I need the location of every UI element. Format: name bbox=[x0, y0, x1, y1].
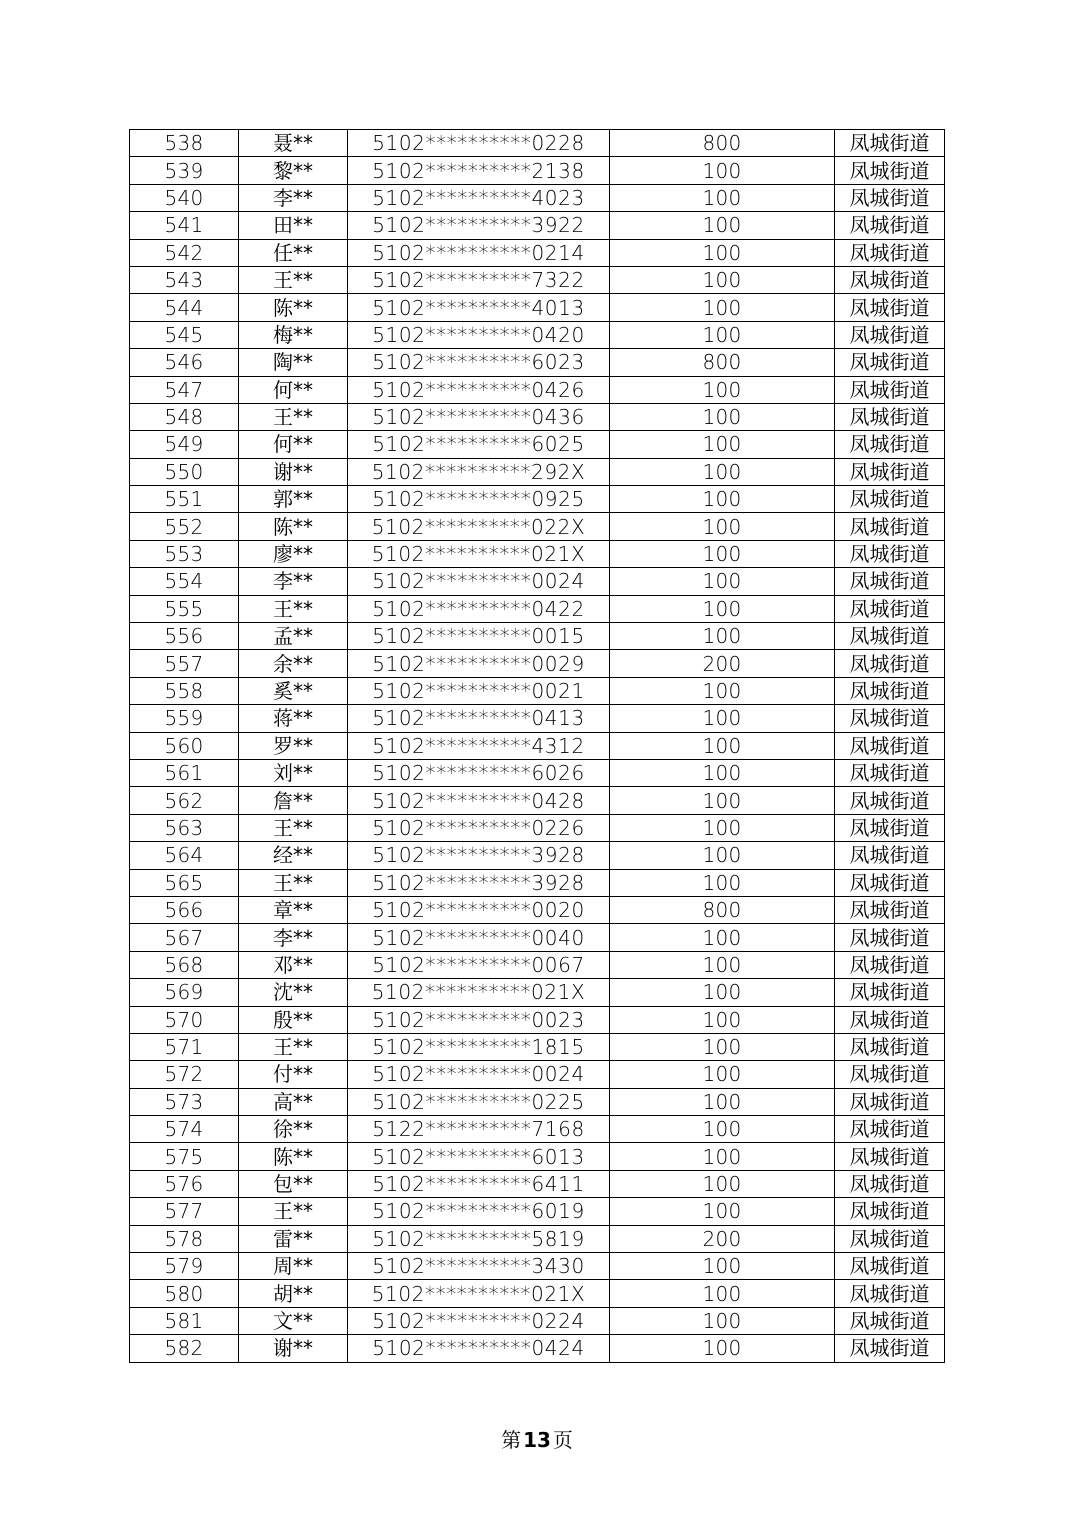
serial-number-cell: 540 bbox=[130, 184, 239, 211]
name-cell: 李** bbox=[239, 924, 348, 951]
name-cell: 黎** bbox=[239, 157, 348, 184]
serial-number-cell: 580 bbox=[130, 1280, 239, 1307]
table-row bbox=[130, 294, 945, 321]
page-footer-suffix: 页 bbox=[552, 1428, 573, 1452]
table-row bbox=[130, 1225, 945, 1252]
table-row bbox=[130, 650, 945, 677]
table-row bbox=[130, 595, 945, 622]
name-cell: 雷** bbox=[239, 1225, 348, 1252]
amount-cell: 100 bbox=[610, 568, 835, 595]
amount-cell: 100 bbox=[610, 1170, 835, 1197]
name-cell: 章** bbox=[239, 896, 348, 923]
id-number-cell: 5102**********3430 bbox=[348, 1253, 610, 1280]
area-cell: 凤城街道 bbox=[835, 184, 945, 211]
table-row bbox=[130, 869, 945, 896]
area-cell: 凤城街道 bbox=[835, 650, 945, 677]
page-footer-prefix: 第 bbox=[501, 1428, 522, 1452]
id-number-cell: 5102**********0015 bbox=[348, 623, 610, 650]
serial-number-cell: 578 bbox=[130, 1225, 239, 1252]
id-number-cell: 5102**********4023 bbox=[348, 184, 610, 211]
table-row bbox=[130, 1143, 945, 1170]
table-row bbox=[130, 568, 945, 595]
name-cell: 陈** bbox=[239, 294, 348, 321]
name-cell: 王** bbox=[239, 595, 348, 622]
id-number-cell: 5102**********0428 bbox=[348, 787, 610, 814]
id-number-cell: 5102**********021X bbox=[348, 1280, 610, 1307]
area-cell: 凤城街道 bbox=[835, 1170, 945, 1197]
amount-cell: 100 bbox=[610, 486, 835, 513]
amount-cell: 100 bbox=[610, 212, 835, 239]
name-cell: 奚** bbox=[239, 677, 348, 704]
amount-cell: 100 bbox=[610, 1198, 835, 1225]
serial-number-cell: 555 bbox=[130, 595, 239, 622]
serial-number-cell: 570 bbox=[130, 1006, 239, 1033]
name-cell: 郭** bbox=[239, 486, 348, 513]
amount-cell: 100 bbox=[610, 1280, 835, 1307]
amount-cell: 100 bbox=[610, 458, 835, 485]
area-cell: 凤城街道 bbox=[835, 294, 945, 321]
id-number-cell: 5102**********0023 bbox=[348, 1006, 610, 1033]
table-row bbox=[130, 1116, 945, 1143]
amount-cell: 100 bbox=[610, 1033, 835, 1060]
serial-number-cell: 556 bbox=[130, 623, 239, 650]
serial-number-cell: 576 bbox=[130, 1170, 239, 1197]
table-row bbox=[130, 1170, 945, 1197]
serial-number-cell: 538 bbox=[130, 130, 239, 157]
roster-table bbox=[129, 129, 945, 1363]
table-row bbox=[130, 540, 945, 567]
id-number-cell: 5102**********0024 bbox=[348, 1061, 610, 1088]
id-number-cell: 5102**********0224 bbox=[348, 1307, 610, 1334]
id-number-cell: 5102**********0426 bbox=[348, 376, 610, 403]
id-number-cell: 5102**********021X bbox=[348, 979, 610, 1006]
table-row bbox=[130, 1006, 945, 1033]
serial-number-cell: 566 bbox=[130, 896, 239, 923]
amount-cell: 100 bbox=[610, 705, 835, 732]
serial-number-cell: 558 bbox=[130, 677, 239, 704]
serial-number-cell: 565 bbox=[130, 869, 239, 896]
area-cell: 凤城街道 bbox=[835, 869, 945, 896]
area-cell: 凤城街道 bbox=[835, 212, 945, 239]
area-cell: 凤城街道 bbox=[835, 1198, 945, 1225]
table-row bbox=[130, 212, 945, 239]
serial-number-cell: 574 bbox=[130, 1116, 239, 1143]
id-number-cell: 5102**********6026 bbox=[348, 759, 610, 786]
table-row bbox=[130, 1253, 945, 1280]
table-row bbox=[130, 787, 945, 814]
serial-number-cell: 544 bbox=[130, 294, 239, 321]
area-cell: 凤城街道 bbox=[835, 321, 945, 348]
id-number-cell: 5102**********4312 bbox=[348, 732, 610, 759]
id-number-cell: 5102**********5819 bbox=[348, 1225, 610, 1252]
serial-number-cell: 567 bbox=[130, 924, 239, 951]
page-number: 13 bbox=[523, 1428, 551, 1452]
id-number-cell: 5102**********0413 bbox=[348, 705, 610, 732]
amount-cell: 100 bbox=[610, 431, 835, 458]
amount-cell: 100 bbox=[610, 1253, 835, 1280]
serial-number-cell: 554 bbox=[130, 568, 239, 595]
table-row bbox=[130, 321, 945, 348]
name-cell: 李** bbox=[239, 568, 348, 595]
amount-cell: 100 bbox=[610, 1006, 835, 1033]
table-row bbox=[130, 814, 945, 841]
area-cell: 凤城街道 bbox=[835, 431, 945, 458]
area-cell: 凤城街道 bbox=[835, 979, 945, 1006]
table-row bbox=[130, 951, 945, 978]
area-cell: 凤城街道 bbox=[835, 513, 945, 540]
amount-cell: 100 bbox=[610, 842, 835, 869]
id-number-cell: 5102**********3928 bbox=[348, 842, 610, 869]
area-cell: 凤城街道 bbox=[835, 540, 945, 567]
table-row bbox=[130, 705, 945, 732]
id-number-cell: 5102**********6411 bbox=[348, 1170, 610, 1197]
area-cell: 凤城街道 bbox=[835, 896, 945, 923]
name-cell: 殷** bbox=[239, 1006, 348, 1033]
amount-cell: 100 bbox=[610, 376, 835, 403]
table-row bbox=[130, 1061, 945, 1088]
amount-cell: 100 bbox=[610, 623, 835, 650]
id-number-cell: 5102**********1815 bbox=[348, 1033, 610, 1060]
amount-cell: 100 bbox=[610, 595, 835, 622]
name-cell: 谢** bbox=[239, 458, 348, 485]
serial-number-cell: 547 bbox=[130, 376, 239, 403]
amount-cell: 200 bbox=[610, 1225, 835, 1252]
amount-cell: 100 bbox=[610, 1061, 835, 1088]
amount-cell: 100 bbox=[610, 814, 835, 841]
serial-number-cell: 539 bbox=[130, 157, 239, 184]
amount-cell: 100 bbox=[610, 184, 835, 211]
area-cell: 凤城街道 bbox=[835, 130, 945, 157]
serial-number-cell: 571 bbox=[130, 1033, 239, 1060]
name-cell: 陈** bbox=[239, 1143, 348, 1170]
name-cell: 詹** bbox=[239, 787, 348, 814]
area-cell: 凤城街道 bbox=[835, 403, 945, 430]
id-number-cell: 5102**********0021 bbox=[348, 677, 610, 704]
table-row bbox=[130, 458, 945, 485]
id-number-cell: 5102**********6025 bbox=[348, 431, 610, 458]
id-number-cell: 5102**********0024 bbox=[348, 568, 610, 595]
area-cell: 凤城街道 bbox=[835, 458, 945, 485]
amount-cell: 100 bbox=[610, 294, 835, 321]
serial-number-cell: 564 bbox=[130, 842, 239, 869]
id-number-cell: 5102**********0225 bbox=[348, 1088, 610, 1115]
id-number-cell: 5122**********7168 bbox=[348, 1116, 610, 1143]
table-row bbox=[130, 184, 945, 211]
name-cell: 邓** bbox=[239, 951, 348, 978]
amount-cell: 800 bbox=[610, 130, 835, 157]
amount-cell: 100 bbox=[610, 157, 835, 184]
serial-number-cell: 550 bbox=[130, 458, 239, 485]
amount-cell: 100 bbox=[610, 513, 835, 540]
table-row bbox=[130, 896, 945, 923]
id-number-cell: 5102**********4013 bbox=[348, 294, 610, 321]
table-row bbox=[130, 677, 945, 704]
amount-cell: 100 bbox=[610, 1335, 835, 1362]
name-cell: 包** bbox=[239, 1170, 348, 1197]
area-cell: 凤城街道 bbox=[835, 1116, 945, 1143]
id-number-cell: 5102**********0040 bbox=[348, 924, 610, 951]
amount-cell: 100 bbox=[610, 1088, 835, 1115]
area-cell: 凤城街道 bbox=[835, 376, 945, 403]
id-number-cell: 5102**********022X bbox=[348, 513, 610, 540]
name-cell: 周** bbox=[239, 1253, 348, 1280]
area-cell: 凤城街道 bbox=[835, 266, 945, 293]
page-footer bbox=[0, 1426, 1074, 1454]
area-cell: 凤城街道 bbox=[835, 157, 945, 184]
amount-cell: 100 bbox=[610, 924, 835, 951]
serial-number-cell: 575 bbox=[130, 1143, 239, 1170]
table-row bbox=[130, 157, 945, 184]
serial-number-cell: 553 bbox=[130, 540, 239, 567]
name-cell: 刘** bbox=[239, 759, 348, 786]
amount-cell: 100 bbox=[610, 1307, 835, 1334]
name-cell: 王** bbox=[239, 1033, 348, 1060]
name-cell: 王** bbox=[239, 814, 348, 841]
id-number-cell: 5102**********0925 bbox=[348, 486, 610, 513]
id-number-cell: 5102**********0020 bbox=[348, 896, 610, 923]
id-number-cell: 5102**********7322 bbox=[348, 266, 610, 293]
name-cell: 罗** bbox=[239, 732, 348, 759]
name-cell: 付** bbox=[239, 1061, 348, 1088]
area-cell: 凤城街道 bbox=[835, 1307, 945, 1334]
name-cell: 孟** bbox=[239, 623, 348, 650]
name-cell: 王** bbox=[239, 1198, 348, 1225]
id-number-cell: 5102**********0436 bbox=[348, 403, 610, 430]
amount-cell: 100 bbox=[610, 540, 835, 567]
id-number-cell: 5102**********0029 bbox=[348, 650, 610, 677]
id-number-cell: 5102**********3928 bbox=[348, 869, 610, 896]
amount-cell: 100 bbox=[610, 732, 835, 759]
name-cell: 徐** bbox=[239, 1116, 348, 1143]
name-cell: 谢** bbox=[239, 1335, 348, 1362]
table-row bbox=[130, 842, 945, 869]
amount-cell: 100 bbox=[610, 951, 835, 978]
name-cell: 陶** bbox=[239, 349, 348, 376]
table-row bbox=[130, 924, 945, 951]
id-number-cell: 5102**********6023 bbox=[348, 349, 610, 376]
serial-number-cell: 572 bbox=[130, 1061, 239, 1088]
serial-number-cell: 562 bbox=[130, 787, 239, 814]
area-cell: 凤城街道 bbox=[835, 1088, 945, 1115]
table-row bbox=[130, 1335, 945, 1362]
name-cell: 王** bbox=[239, 869, 348, 896]
name-cell: 任** bbox=[239, 239, 348, 266]
area-cell: 凤城街道 bbox=[835, 951, 945, 978]
serial-number-cell: 582 bbox=[130, 1335, 239, 1362]
area-cell: 凤城街道 bbox=[835, 486, 945, 513]
table-row bbox=[130, 1033, 945, 1060]
name-cell: 蒋** bbox=[239, 705, 348, 732]
table-row bbox=[130, 266, 945, 293]
table-row bbox=[130, 513, 945, 540]
id-number-cell: 5102**********0214 bbox=[348, 239, 610, 266]
name-cell: 余** bbox=[239, 650, 348, 677]
table-row bbox=[130, 732, 945, 759]
id-number-cell: 5102**********0420 bbox=[348, 321, 610, 348]
table-row bbox=[130, 623, 945, 650]
amount-cell: 100 bbox=[610, 403, 835, 430]
amount-cell: 100 bbox=[610, 266, 835, 293]
name-cell: 陈** bbox=[239, 513, 348, 540]
area-cell: 凤城街道 bbox=[835, 924, 945, 951]
table-row bbox=[130, 1088, 945, 1115]
table-row bbox=[130, 1198, 945, 1225]
amount-cell: 100 bbox=[610, 979, 835, 1006]
name-cell: 经** bbox=[239, 842, 348, 869]
serial-number-cell: 573 bbox=[130, 1088, 239, 1115]
area-cell: 凤城街道 bbox=[835, 1033, 945, 1060]
area-cell: 凤城街道 bbox=[835, 568, 945, 595]
name-cell: 何** bbox=[239, 431, 348, 458]
table-row bbox=[130, 1280, 945, 1307]
name-cell: 高** bbox=[239, 1088, 348, 1115]
area-cell: 凤城街道 bbox=[835, 1143, 945, 1170]
table-row bbox=[130, 376, 945, 403]
name-cell: 王** bbox=[239, 266, 348, 293]
amount-cell: 200 bbox=[610, 650, 835, 677]
serial-number-cell: 545 bbox=[130, 321, 239, 348]
area-cell: 凤城街道 bbox=[835, 814, 945, 841]
area-cell: 凤城街道 bbox=[835, 239, 945, 266]
area-cell: 凤城街道 bbox=[835, 732, 945, 759]
amount-cell: 100 bbox=[610, 1116, 835, 1143]
name-cell: 沈** bbox=[239, 979, 348, 1006]
table-row bbox=[130, 403, 945, 430]
area-cell: 凤城街道 bbox=[835, 1253, 945, 1280]
serial-number-cell: 579 bbox=[130, 1253, 239, 1280]
table-row bbox=[130, 349, 945, 376]
amount-cell: 100 bbox=[610, 869, 835, 896]
id-number-cell: 5102**********0422 bbox=[348, 595, 610, 622]
area-cell: 凤城街道 bbox=[835, 705, 945, 732]
id-number-cell: 5102**********0226 bbox=[348, 814, 610, 841]
serial-number-cell: 568 bbox=[130, 951, 239, 978]
area-cell: 凤城街道 bbox=[835, 1280, 945, 1307]
serial-number-cell: 546 bbox=[130, 349, 239, 376]
amount-cell: 100 bbox=[610, 759, 835, 786]
serial-number-cell: 563 bbox=[130, 814, 239, 841]
area-cell: 凤城街道 bbox=[835, 759, 945, 786]
table-row bbox=[130, 130, 945, 157]
serial-number-cell: 543 bbox=[130, 266, 239, 293]
amount-cell: 100 bbox=[610, 677, 835, 704]
id-number-cell: 5102**********0424 bbox=[348, 1335, 610, 1362]
amount-cell: 100 bbox=[610, 239, 835, 266]
area-cell: 凤城街道 bbox=[835, 1006, 945, 1033]
id-number-cell: 5102**********292X bbox=[348, 458, 610, 485]
area-cell: 凤城街道 bbox=[835, 842, 945, 869]
amount-cell: 800 bbox=[610, 896, 835, 923]
serial-number-cell: 552 bbox=[130, 513, 239, 540]
serial-number-cell: 548 bbox=[130, 403, 239, 430]
amount-cell: 100 bbox=[610, 321, 835, 348]
name-cell: 胡** bbox=[239, 1280, 348, 1307]
name-cell: 廖** bbox=[239, 540, 348, 567]
table-row bbox=[130, 431, 945, 458]
serial-number-cell: 542 bbox=[130, 239, 239, 266]
area-cell: 凤城街道 bbox=[835, 595, 945, 622]
serial-number-cell: 557 bbox=[130, 650, 239, 677]
roster-table-body bbox=[130, 130, 945, 1363]
amount-cell: 800 bbox=[610, 349, 835, 376]
serial-number-cell: 577 bbox=[130, 1198, 239, 1225]
name-cell: 文** bbox=[239, 1307, 348, 1334]
serial-number-cell: 569 bbox=[130, 979, 239, 1006]
serial-number-cell: 561 bbox=[130, 759, 239, 786]
id-number-cell: 5102**********0228 bbox=[348, 130, 610, 157]
table-row bbox=[130, 486, 945, 513]
serial-number-cell: 560 bbox=[130, 732, 239, 759]
area-cell: 凤城街道 bbox=[835, 1225, 945, 1252]
table-row bbox=[130, 1307, 945, 1334]
name-cell: 田** bbox=[239, 212, 348, 239]
name-cell: 梅** bbox=[239, 321, 348, 348]
serial-number-cell: 541 bbox=[130, 212, 239, 239]
area-cell: 凤城街道 bbox=[835, 349, 945, 376]
area-cell: 凤城街道 bbox=[835, 1061, 945, 1088]
amount-cell: 100 bbox=[610, 1143, 835, 1170]
table-row bbox=[130, 239, 945, 266]
id-number-cell: 5102**********0067 bbox=[348, 951, 610, 978]
area-cell: 凤城街道 bbox=[835, 677, 945, 704]
name-cell: 王** bbox=[239, 403, 348, 430]
table-row bbox=[130, 979, 945, 1006]
id-number-cell: 5102**********6019 bbox=[348, 1198, 610, 1225]
name-cell: 李** bbox=[239, 184, 348, 211]
name-cell: 何** bbox=[239, 376, 348, 403]
area-cell: 凤城街道 bbox=[835, 1335, 945, 1362]
serial-number-cell: 581 bbox=[130, 1307, 239, 1334]
id-number-cell: 5102**********3922 bbox=[348, 212, 610, 239]
area-cell: 凤城街道 bbox=[835, 787, 945, 814]
id-number-cell: 5102**********6013 bbox=[348, 1143, 610, 1170]
name-cell: 聂** bbox=[239, 130, 348, 157]
area-cell: 凤城街道 bbox=[835, 623, 945, 650]
serial-number-cell: 551 bbox=[130, 486, 239, 513]
id-number-cell: 5102**********2138 bbox=[348, 157, 610, 184]
serial-number-cell: 549 bbox=[130, 431, 239, 458]
serial-number-cell: 559 bbox=[130, 705, 239, 732]
id-number-cell: 5102**********021X bbox=[348, 540, 610, 567]
table-row bbox=[130, 759, 945, 786]
amount-cell: 100 bbox=[610, 787, 835, 814]
